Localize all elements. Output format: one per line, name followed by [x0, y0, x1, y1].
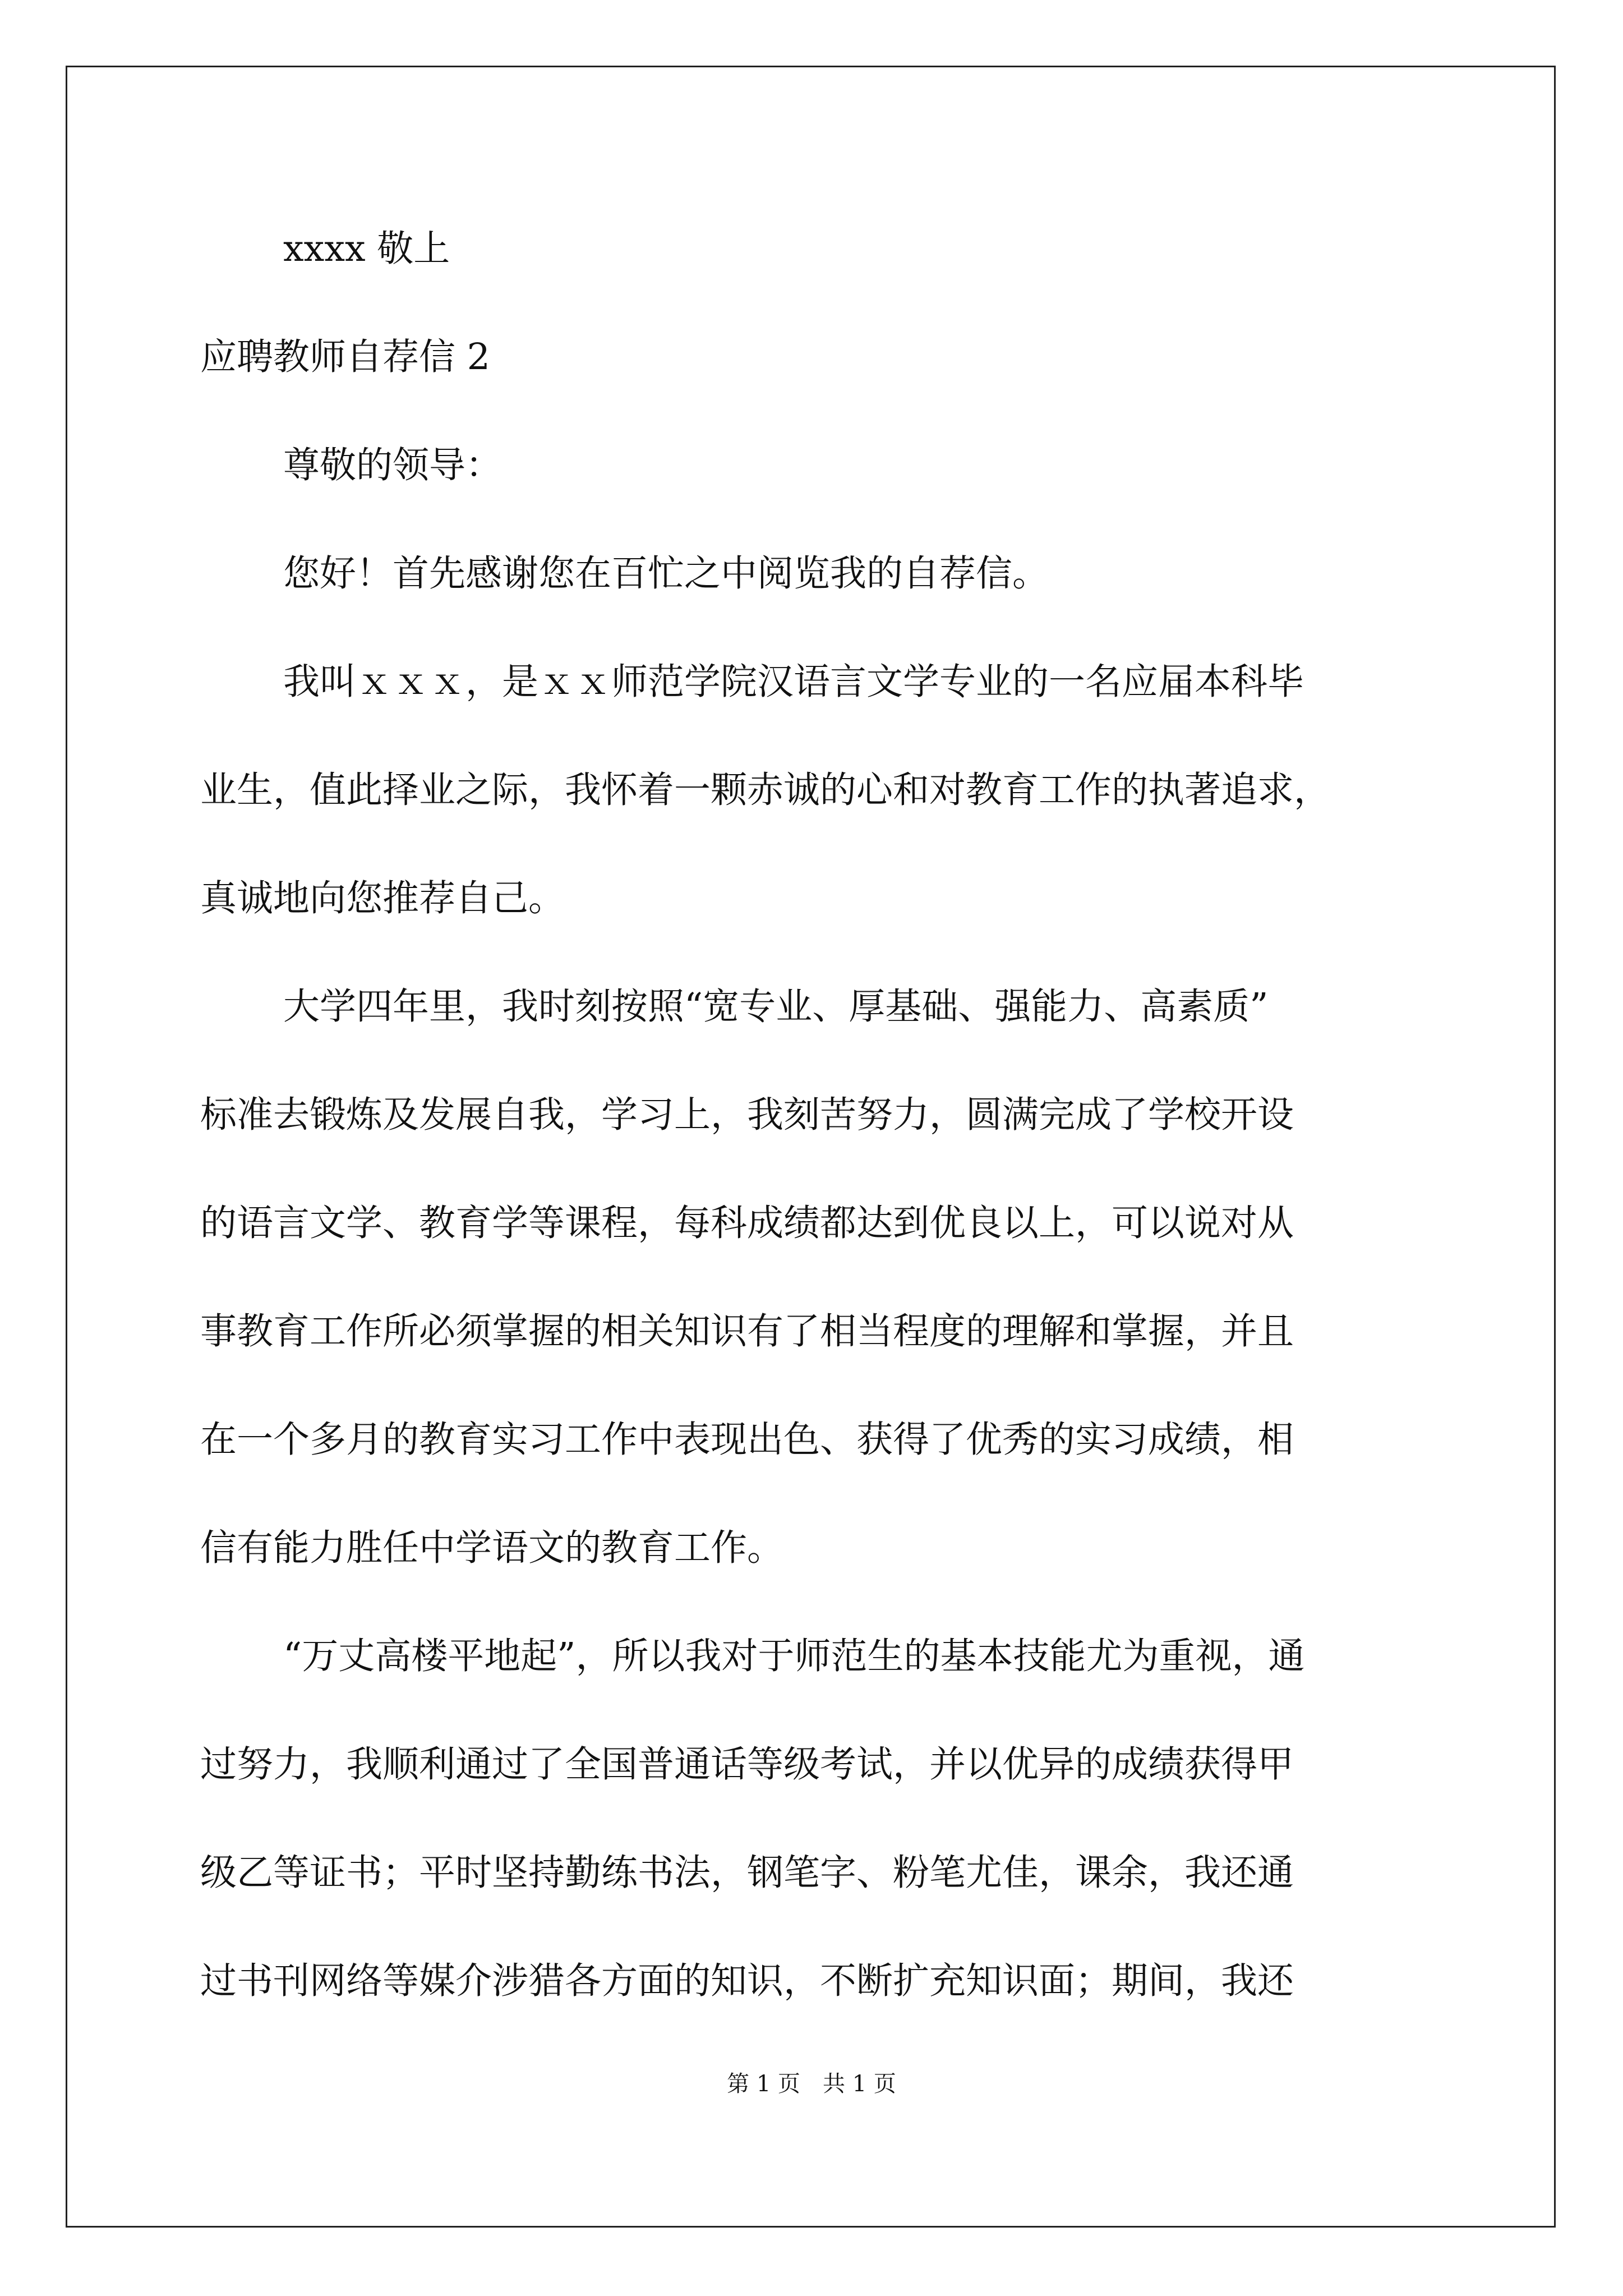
page-frame	[66, 66, 1556, 2228]
body-line: 的语言文学、教育学等课程，每科成绩都达到优良以上，可以说对从	[200, 1202, 1294, 1244]
body-line: “万丈高楼平地起”，所以我对于师范生的基本技能尤为重视，通	[283, 1635, 1305, 1677]
body-line: 过努力，我顺利通过了全国普通话等级考试，并以优异的成绩获得甲	[200, 1743, 1294, 1786]
body-line: 级乙等证书；平时坚持勤练书法，钢笔字、粉笔尤佳，课余，我还通	[200, 1852, 1294, 1894]
signoff: xxxx 敬上	[283, 228, 450, 270]
body-line: 真诚地向您推荐自己。	[200, 877, 565, 919]
body-line: 信有能力胜任中学语文的教育工作。	[200, 1527, 784, 1569]
body-line: 过书刊网络等媒介涉猎各方面的知识，不断扩充知识面；期间，我还	[200, 1960, 1294, 2002]
body-line: 您好！首先感谢您在百忙之中阅览我的自荐信。	[283, 553, 1049, 595]
body-line: 标准去锻炼及发展自我，学习上，我刻苦努力，圆满完成了学校开设	[200, 1094, 1294, 1136]
body-line: 事教育工作所必须掌握的相关知识有了相当程度的理解和掌握，并且	[200, 1310, 1294, 1352]
letter-title: 应聘教师自荐信 2	[200, 336, 491, 378]
page-number-footer: 第 1 页 共 1 页	[727, 2071, 896, 2097]
body-line: 大学四年里，我时刻按照“宽专业、厚基础、强能力、高素质”	[283, 986, 1269, 1028]
body-line: 我叫ｘｘｘ，是ｘｘ师范学院汉语言文学专业的一名应届本科毕	[283, 661, 1304, 703]
body-line: 业生，值此择业之际，我怀着一颗赤诚的心和对教育工作的执著追求，	[200, 769, 1331, 811]
body-line: 在一个多月的教育实习工作中表现出色、获得了优秀的实习成绩，相	[200, 1419, 1294, 1461]
salutation: 尊敬的领导：	[283, 444, 502, 486]
